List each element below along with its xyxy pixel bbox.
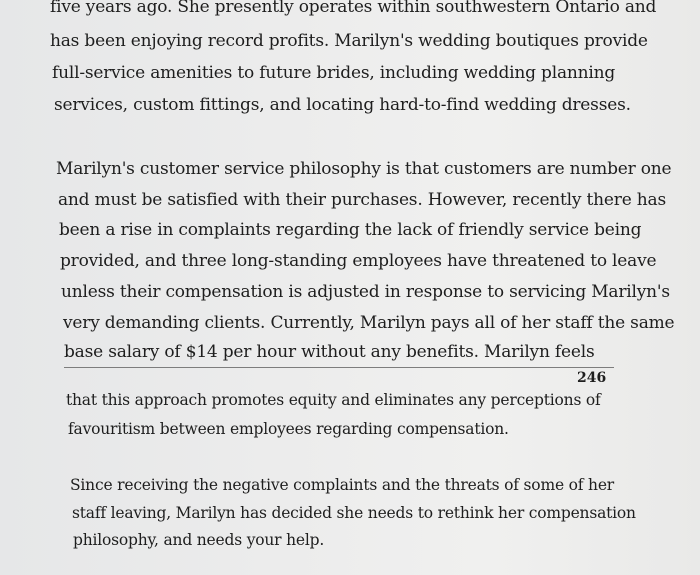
text-line: services, custom fittings, and locating hard-to-find wedding dresses. <box>54 95 631 115</box>
text-line: staff leaving, Marilyn has decided she needs to rethink her compensation <box>72 504 636 522</box>
text-line: very demanding clients. Currently, Marilyn pays all of her staff the same <box>63 313 675 333</box>
text-line: favouritism between employees regarding compensation. <box>68 420 509 438</box>
text-line: five years ago. She presently operates within southwestern Ontario and <box>50 0 657 17</box>
text-line: full-service amenities to future brides, including wedding planning <box>52 63 616 83</box>
text-line: unless their compensation is adjusted in response to servicing Marilyn's <box>61 282 670 302</box>
text-line: provided, and three long-standing employees have threatened to leave <box>60 251 657 271</box>
text-line: that this approach promotes equity and eliminates any perceptions of <box>66 391 601 409</box>
text-line: philosophy, and needs your help. <box>73 531 325 549</box>
text-line: base salary of $14 per hour without any benefits. Marilyn feels <box>64 342 595 362</box>
page-number: 246 <box>577 370 607 386</box>
text-line: Since receiving the negative complaints and the threats of some of her <box>70 476 615 494</box>
text-line: been a rise in complaints regarding the lack of friendly service being <box>59 220 642 240</box>
text-line: and must be satisfied with their purchases. However, recently there has <box>58 190 666 210</box>
text-line: has been enjoying record profits. Marilyn's wedding boutiques provide <box>50 31 648 51</box>
text-line: Marilyn's customer service philosophy is that customers are number one <box>56 159 672 179</box>
page-break-rule <box>64 367 614 368</box>
